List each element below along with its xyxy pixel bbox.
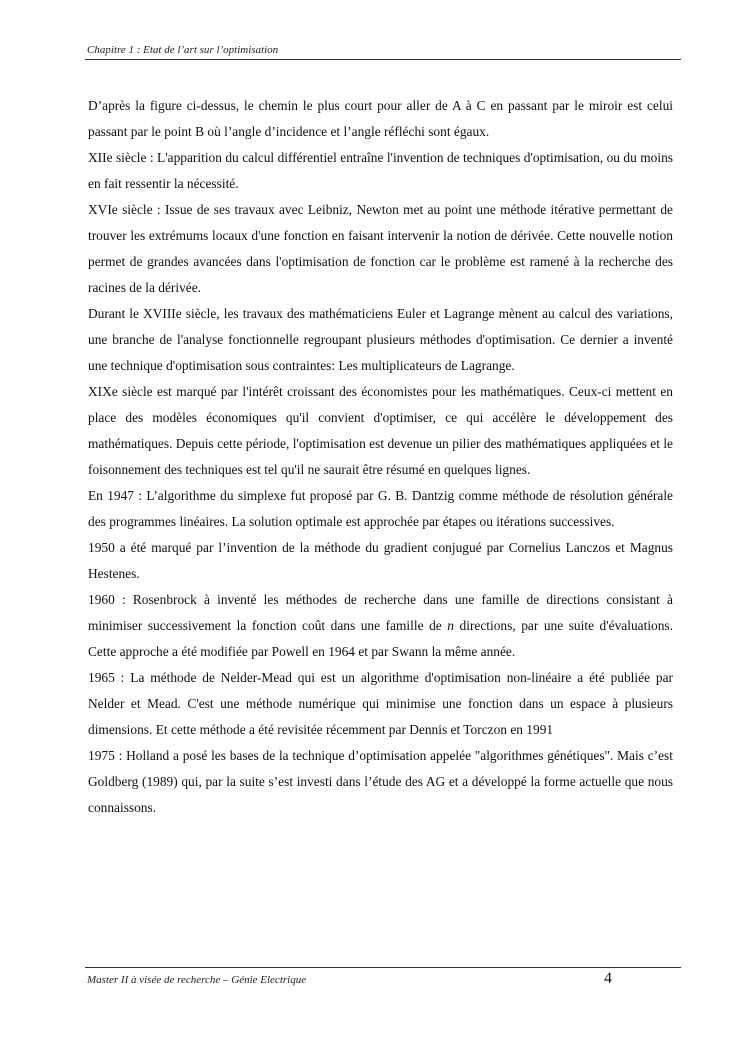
footer-divider: [85, 967, 681, 968]
paragraph-1960-part-2: directions, par une suite d'évaluations. Cette approche a été modifiée par Powell en 1964 et par Swann la même année.: [88, 618, 673, 659]
running-header: Chapitre 1 : Etat de l’art sur l’optimisation: [87, 44, 279, 56]
paragraph-1975: 1975 : Holland a posé les bases de la technique d’optimisation appelée "algorithmes génétiques". Mais c’est Goldberg (1989) qui, par la suite s’est investi dans l’étude des AG et a développé la forme actuelle que nous connaissons.: [88, 748, 673, 815]
paragraph-1960-part-1: 1960 : Rosenbrock à inventé les méthodes de recherche dans une famille de directions consistant à minimiser successivement la fonction coût dans une famille de: [88, 592, 673, 633]
paragraph-19th-century: XIXe siècle est marqué par l'intérêt croissant des économistes pour les mathématiques. Ceux-ci mettent en place des modèles économiques qu'il convient d'optimiser, ce qui accélère le développement des mathématiques. Depuis cette période, l'optimisation est devenue un pilier des mathématiques appliquées et le foisonnement des techniques est tel qu'il ne saurait être résumé en quelques lignes.: [88, 384, 673, 477]
paragraph-12th-century: XIIe siècle : L'apparition du calcul différentiel entraîne l'invention de techniques d'optimisation, ou du moins en fait ressentir la nécessité.: [88, 150, 673, 191]
running-footer: Master II à visée de recherche – Génie Electrique: [87, 974, 307, 986]
paragraph-1950: 1950 a été marqué par l’invention de la méthode du gradient conjugué par Cornelius Lanczos et Magnus Hestenes.: [88, 540, 673, 581]
paragraph-1947: En 1947 : L’algorithme du simplexe fut proposé par G. B. Dantzig comme méthode de résolution générale des programmes linéaires. La solution optimale est approchée par étapes ou itérations successives.: [88, 488, 673, 529]
paragraph-18th-century: Durant le XVIIIe siècle, les travaux des mathématiciens Euler et Lagrange mènent au calcul des variations, une branche de l'analyse fonctionnelle regroupant plusieurs méthodes d'optimisation. Ce dernier a inventé une technique d'optimisation sous contraintes: Les multiplicateurs de Lagrange.: [88, 306, 673, 373]
page-number: 4: [604, 970, 612, 987]
variable-n: n: [447, 618, 454, 633]
paragraph-mirror: D’après la figure ci-dessus, le chemin le plus court pour aller de A à C en passant par le miroir est celui passant par le point B où l’angle d’incidence et l’angle réfléchi sont égaux.: [88, 98, 673, 139]
body-text: [88, 93, 673, 821]
paragraph-16th-century: XVIe siècle : Issue de ses travaux avec Leibniz, Newton met au point une méthode itérative permettant de trouver les extrémums locaux d'une fonction en faisant intervenir la notion de dérivée. Cette nouvelle notion permet de grandes avancées dans l'optimisation de fonction car le problème est ramené à la recherche des racines de la dérivée.: [88, 202, 673, 295]
paragraph-1965: 1965 : La méthode de Nelder-Mead qui est un algorithme d'optimisation non-linéaire a été publiée par Nelder et Mead. C'est une méthode numérique qui minimise une fonction dans un espace à plusieurs dimensions. Et cette méthode a été revisitée récemment par Dennis et Torczon en 1991: [88, 670, 673, 737]
paragraph-1960: [88, 587, 673, 665]
header-divider: [85, 59, 681, 60]
